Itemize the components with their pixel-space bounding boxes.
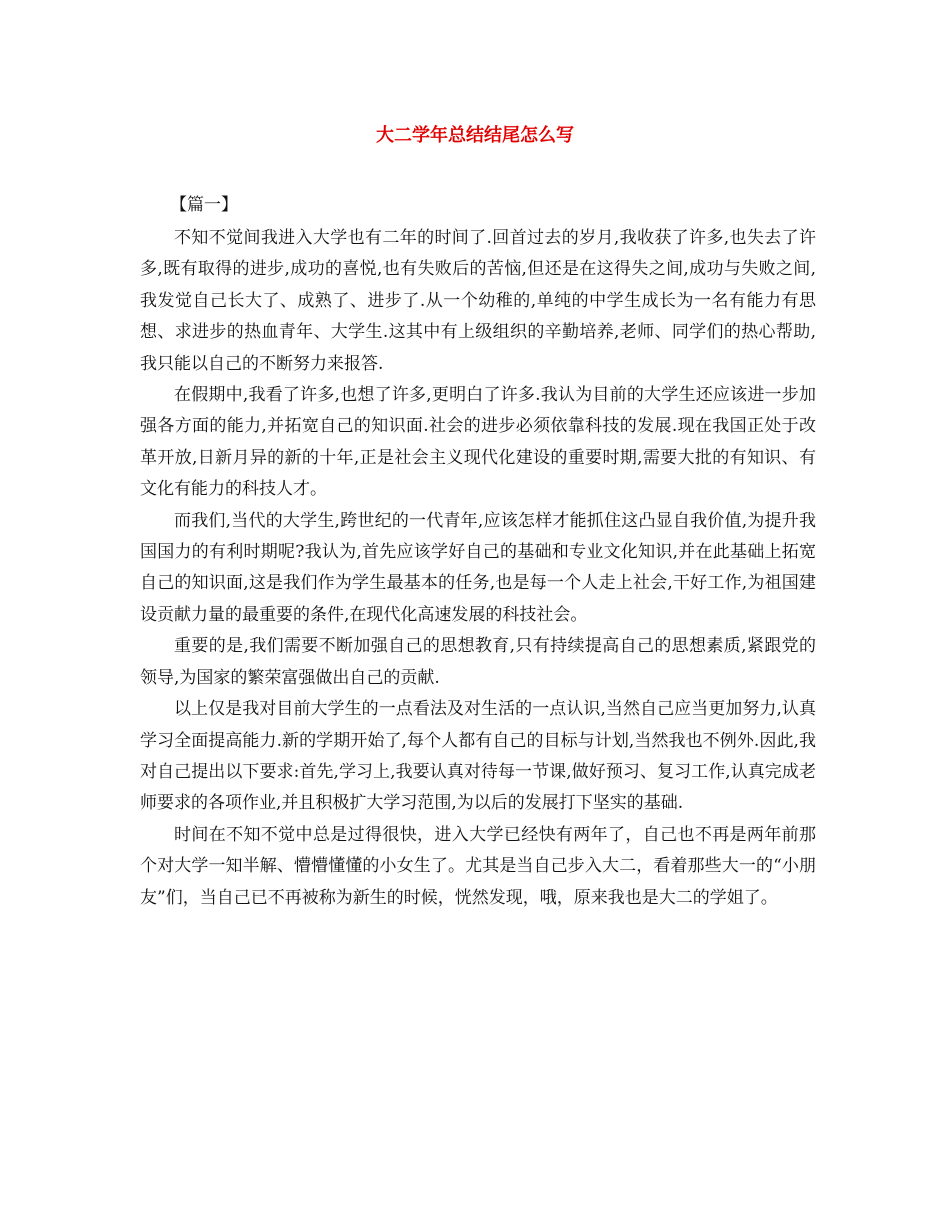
paragraph: 在假期中,我看了许多,也想了许多,更明白了许多.我认为目前的大学生还应该进一步加强各方面的能力,并拓宽自己的知识面.社会的进步必须依靠科技的发展.现在我国正处于改革开放,日新月异的新的十年,正是社会主义现代化建设的重要时期,需要大批的有知识、有文化有能力的科技人才。 [140,385,816,500]
paragraph: 而我们,当代的大学生,跨世纪的一代青年,应该怎样才能抓住这凸显自我价值,为提升我国国力的有利时期呢?我认为,首先应该学好自己的基础和专业文化知识,并在此基础上拓宽自己的知识面,这是我们作为学生最基本的任务,也是每一个人走上社会,干好工作,为祖国建设贡献力量的最重要的条件,在现代化高速发展的科技社会。 [140,510,816,625]
paragraph: 以上仅是我对目前大学生的一点看法及对生活的一点认识,当然自己应当更加努力,认真学习全面提高能力.新的学期开始了,每个人都有自己的目标与计划,当然我也不例外.因此,我对自己提出以下要求:首先,学习上,我要认真对待每一节课,做好预习、复习工作,认真完成老师要求的各项作业,并且积极扩大学习范围,为以后的发展打下坚实的基础. [140,699,816,814]
paragraph: 时间在不知不觉中总是过得很快，进入大学已经快有两年了，自己也不再是两年前那个对大学一知半解、懵懵懂懂的小女生了。尤其是当自己步入大二，看着那些大一的“小朋友”们，当自己已不再被称为新生的时候，恍然发现，哦，原来我也是大二的学姐了。 [140,824,816,908]
paragraph: 重要的是,我们需要不断加强自己的思想教育,只有持续提高自己的思想素质,紧跟党的领导,为国家的繁荣富强做出自己的贡献. [140,636,816,688]
paragraph: 不知不觉间我进入大学也有二年的时间了.回首过去的岁月,我收获了许多,也失去了许多,既有取得的进步,成功的喜悦,也有失败后的苦恼,但还是在这得失之间,成功与失败之间,我发觉自己长大了、成熟了、进步了.从一个幼稚的,单纯的中学生成长为一名有能力有思想、求进步的热血青年、大学生.这其中有上级组织的辛勤培养,老师、同学们的热心帮助,我只能以自己的不断努力来报答. [140,228,816,374]
document-body [140,223,816,914]
document-title: 大二学年总结结尾怎么写 [376,125,574,146]
section-label: 【篇一】 [170,195,238,215]
